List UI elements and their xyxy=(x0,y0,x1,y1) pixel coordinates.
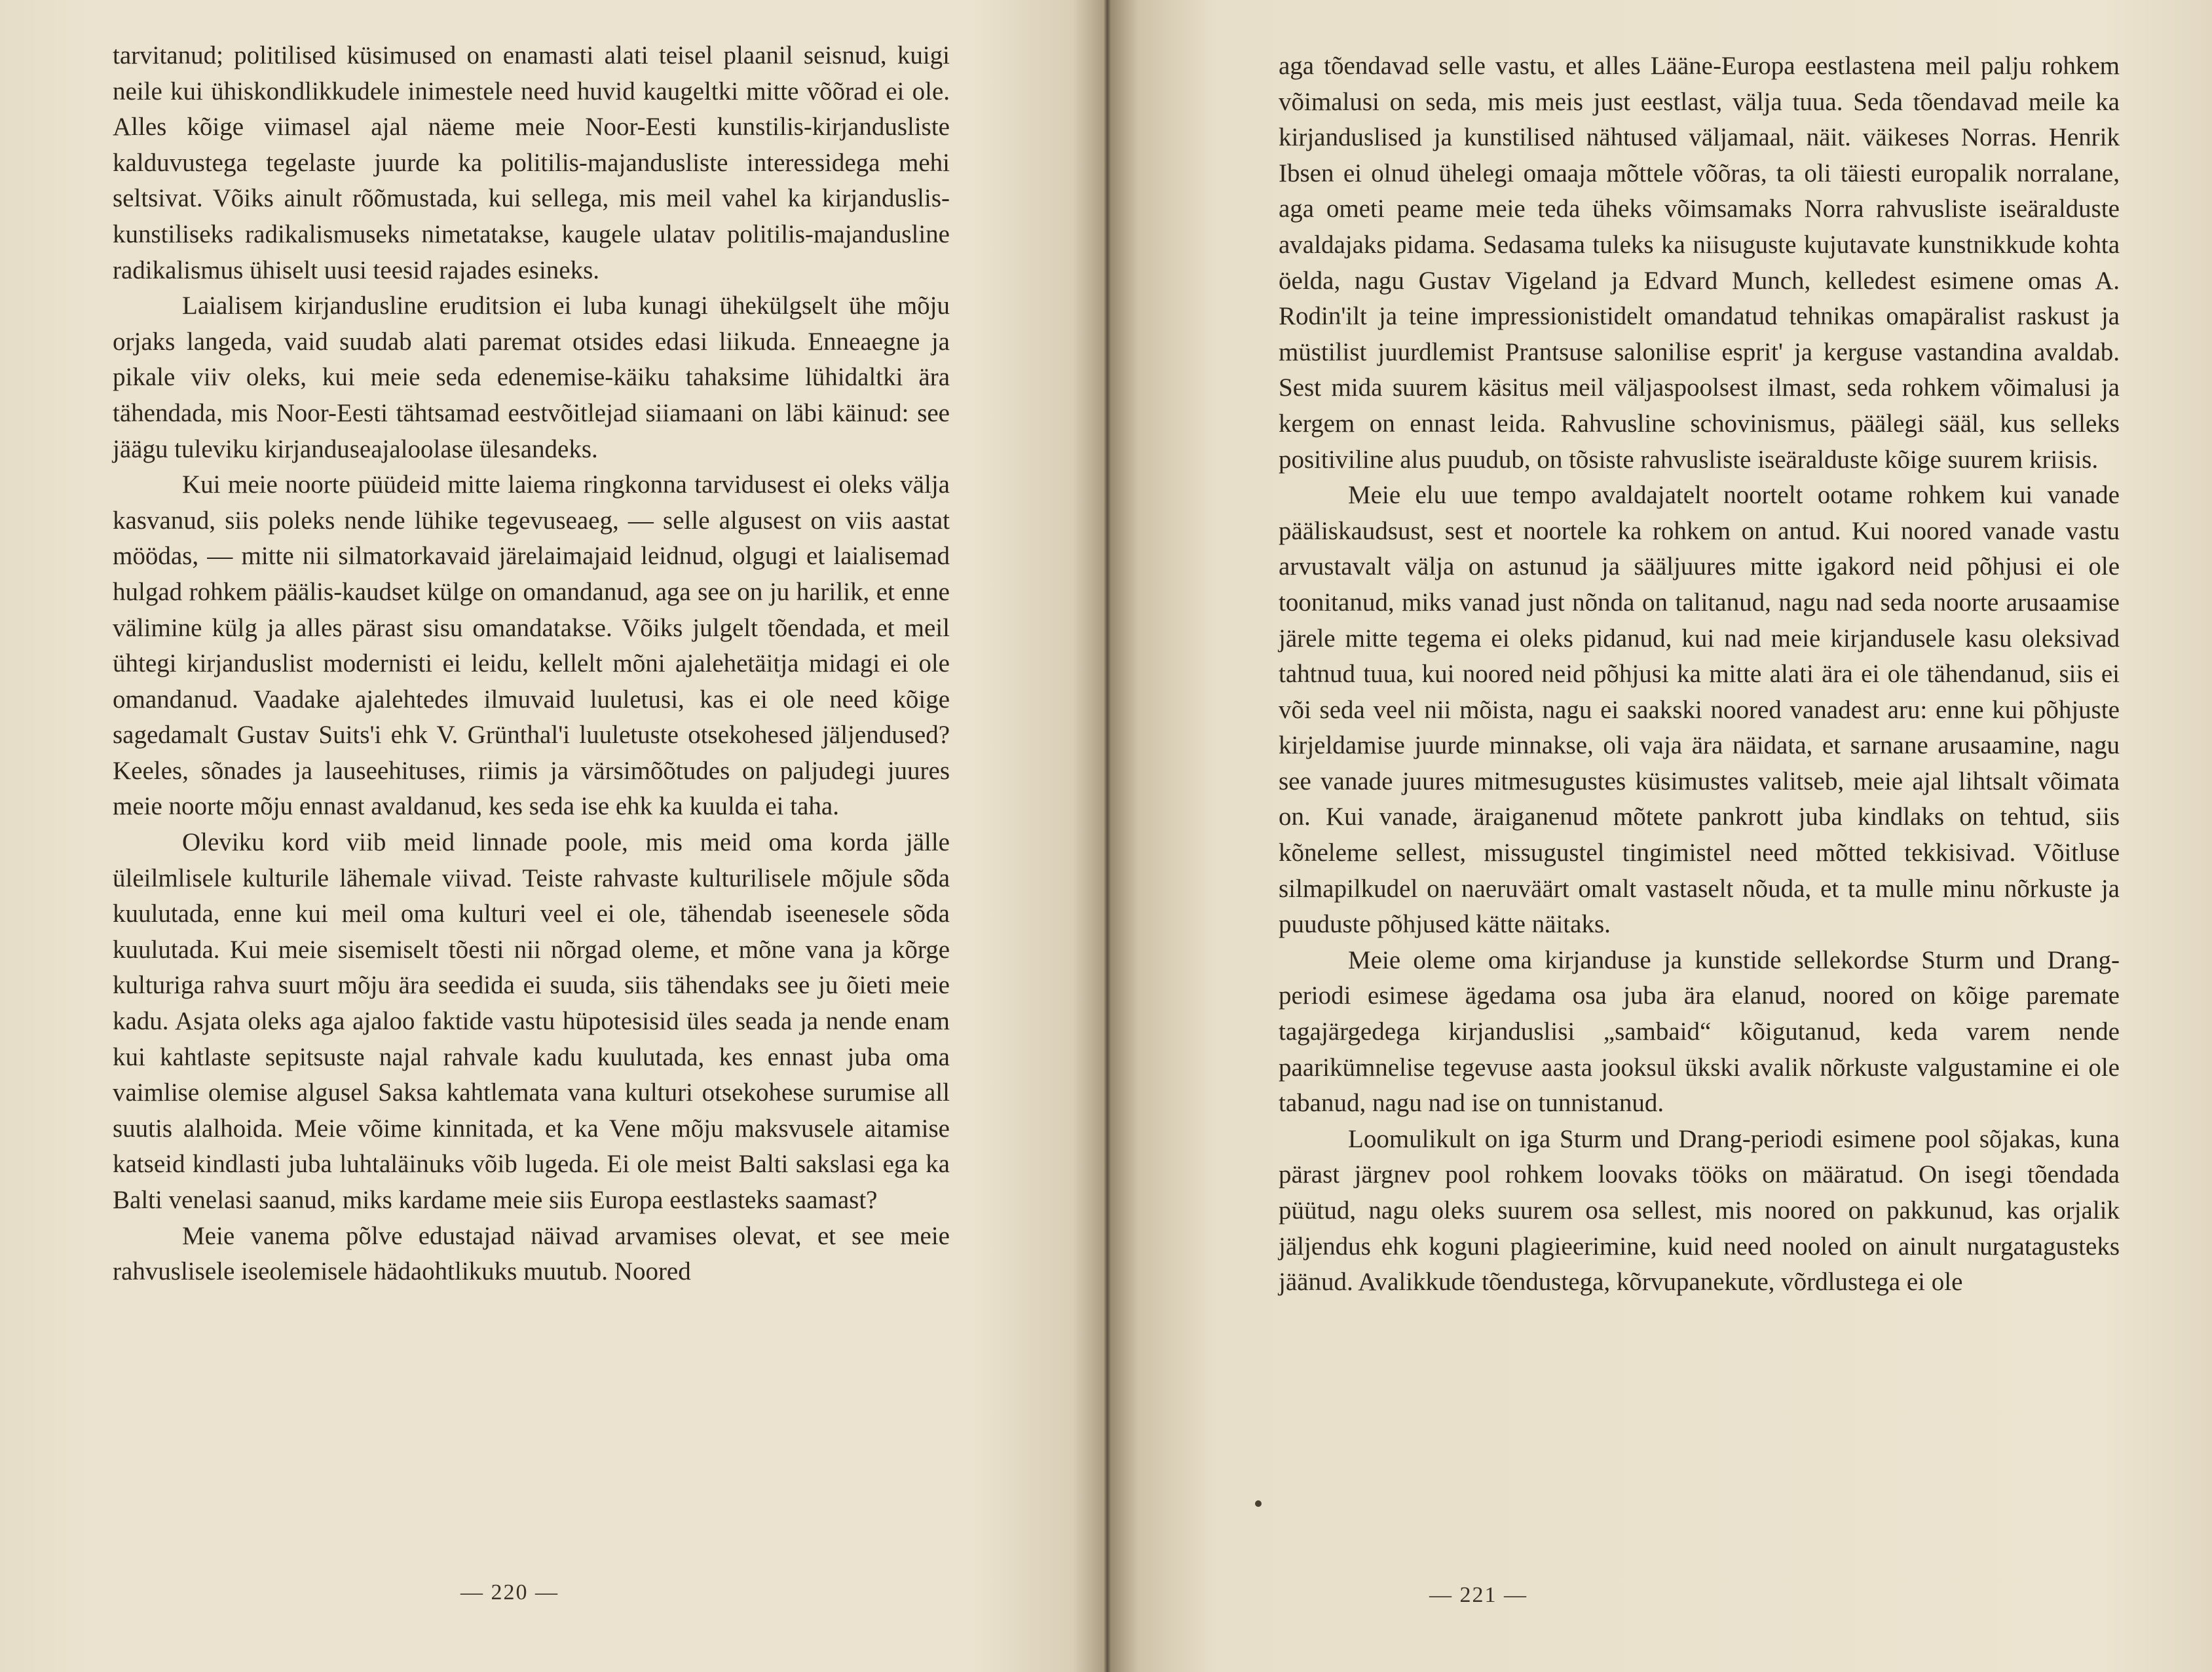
left-page-text xyxy=(113,38,950,1290)
paragraph: Meie oleme oma kirjanduse ja kunstide sellekordse Sturm und Drang-periodi esimese ägedama osa juba ära elanud, noored on kõige paremate tagajärgedega kirjanduslisi „sambaid“ kõigutanud, keda varem nende paarikümnelise tegevuse aasta jooksul ükski avalik nõrkuste valgustamine ei ole tabanud, nagu nad ise on tunnistanud. xyxy=(1279,945,2120,1118)
paragraph: Meie vanema põlve edustajad näivad arvamises olevat, et see meie rahvuslisele iseolemisele hädaohtlikuks muutub. Noored xyxy=(113,1221,950,1286)
paragraph: Laialisem kirjandusline eruditsion ei luba kunagi ühekülgselt ühe mõju orjaks langeda, vaid suudab alati paremat otsides edasi liikuda. Enneaegne ja pikale viiv oleks, kui meie seda edenemise-käiku tahaksime lühidaltki ära tähendada, mis Noor-Eesti tähtsamad eestvõitlejad siiamaani on läbi käinud: see jäägu tuleviku kirjanduseajaloolase ülesandeks. xyxy=(113,292,950,463)
margin-dot xyxy=(1255,1500,1262,1507)
paragraph: Kui meie noorte püüdeid mitte laiema ringkonna tarvidusest ei oleks välja kasvanud, siis poleks nende lühike tegevuseaeg, — selle algusest on viis aastat möödas, — mitte nii silmatorkavaid järelaimajaid leidnud, olgugi et laialisemad hulgad rohkem päälis-kaudset külge on omandanud, aga see on ju harilik, et enne välimine külg ja alles pärast sisu omandatakse. Võiks julgelt tõendada, et meil ühtegi kirjanduslist modernisti ei leidu, kellelt mõni ajalehetäitja midagi ei ole omandanud. Vaadake ajalehtedes ilmuvaid luuletusi, kas ei ole need kõige sagedamalt Gustav Suits'i ehk V. Grünthal'i luuletuste otsekohesed jäljendused? Keeles, sõnades ja lauseehituses, riimis ja värsimõõtudes on paljudegi juures meie noorte mõju ennast avaldanud, kes seda ise ehk ka kuulda ei taha. xyxy=(113,470,950,821)
paragraph: tarvitanud; politilised küsimused on enamasti alati teisel plaanil seisnud, kuigi neile kui ühiskondlikkudele inimestele need huvid kaugeltki mitte võõrad ei ole. Alles kõige viimasel ajal näeme meie Noor-Eesti kunstilis-kirjanduslistе kalduvustega tegelaste juurde ka politilis-majanduslistе interessidega mehi seltsivat. Võiks ainult rõõmustada, kui sellega, mis meil vahel ka kirjanduslis-kunstiliseks radikalismuseks nimetatakse, kaugele ulatav politilis-majandusline radikalismus ühiselt uusi teesid rajades esineks. xyxy=(113,41,950,284)
right-page-text xyxy=(1279,48,2120,1301)
right-page xyxy=(1106,0,2212,1672)
book-gutter xyxy=(1103,0,1111,1672)
page-number: — 220 — xyxy=(460,1580,559,1605)
paragraph: Oleviku kord viib meid linnade poole, mis meid oma korda jälle üleilmlisele kulturile lähemale viivad. Teiste rahvaste kulturilisele mõjule sõda kuulutada, enne kui meil oma kulturi veel ei ole, tähendab iseenesele sõda kuulutada. Kui meie sisemiselt tõesti nii nõrgad oleme, et mõne vana ja kõrge kulturiga rahva suurt mõju ära seedida ei suuda, siis tähendaks see ju õieti meie kadu. Asjata oleks aga ajaloo faktide vastu hüpotesisid üles seada ja nende enam kui kahtlaste sepitsuste najal rahvale kadu kuulutada, kes ennast juba oma vaimlise olemise algusel Saksa kahtlemata vana kulturi otsekohese surumise all suutis alalhoida. Meie võime kinnitada, et ka Vene mõju maksvusele aitamise katseid kindlasti juba luhtaläinuks võib lugeda. Ei ole meist Balti sakslasi ega ka Balti venelasi saanud, miks kardame meie siis Europa eestlasteks saamast? xyxy=(113,828,950,1214)
paragraph: Meie elu uue tempo avaldajatelt noortelt ootame rohkem kui vanade pääliskaudsust, sest et noortele ka rohkem on antud. Kui noored vanade vastu arvustavalt välja on astunud ja sääljuures mitte igakord neid põhjusi ei ole toonitanud, miks vanad just nõnda on talitanud, nagu nad seda noorte arusaamise järele mitte tegema ei oleks pidanud, kui nad meie kirjandusele kasu oleksivad tahtnud tuua, kui noored neid põhjusi ka mitte alati ära ei ole tähendanud, siis ei või seda veel nii mõista, nagu ei saakski noored vanadest aru: enne kui põhjuste kirjeldamise juurde minnakse, oli vaja ära näidata, et sarnane arusaamine, nagu see vanade juures mitmesugustes küsimustes valitseb, meie ajal lihtsalt võimata on. Kui vanade, äraiganenud mõtete pankrott juba kindlaks on tehtud, siis kõneleme sellest, missugustel tingimistel need mõtted tekkisivad. Võitluse silmapilkudel on naeruväärt omalt vastaselt nõuda, et ta mulle minu nõrkuste ja puuduste põhjused kätte näitaks. xyxy=(1279,481,2120,939)
paragraph: Loomulikult on iga Sturm und Drang-periodi esimene pool sõjakas, kuna pärast järgnev pool rohkem loovaks tööks on määratud. On isegi tõendada püütud, nagu oleks suurem osa sellest, mis noored on pakkunud, kas orjalik jäljendus ehk koguni plagieerimine, kuid need nooled on ainult nurgatagusteks jäänud. Avalikkude tõendustega, kõrvupanekute, võrdlustega ei ole xyxy=(1279,1124,2120,1297)
page-number: — 221 — xyxy=(1429,1583,1528,1607)
paragraph: aga tõendavad selle vastu, et alles Lääne-Europa eestlastena meil palju rohkem võimalusi on seda, mis meis just eestlast, välja tuua. Seda tõendavad meile ka kirjanduslised ja kunstilised nähtused väljamaal, näit. väikeses Norras. Henrik Ibsen ei olnud ühelegi omaaja mõttele võõras, ta oli täiesti europalik norralane, aga ometi peame meie teda üheks võimsamaks Norra rahvusliste iseäralduste avaldajaks pidama. Sedasama tuleks ka niisuguste kujutavate kunstnikkude kohta öelda, nagu Gustav Vigeland ja Edvard Munch, kelledest esimene omas A. Rodin'ilt ja teine impressionistidelt omandatud tehnikas omapäralist raskust ja müstilist juurdlemist Prantsuse salonilise esprit' ja kerguse vastandina avaldab. Sest mida suurem käsitus meil väljaspoolsest ilmast, seda rohkem võimalusi ja kergem on ennast leida. Rahvusline schovinismus, päälegi sääl, kus selleks positiviline alus puudub, on tõsiste rahvusliste iseäralduste kõige suurem kriisis. xyxy=(1279,52,2120,474)
